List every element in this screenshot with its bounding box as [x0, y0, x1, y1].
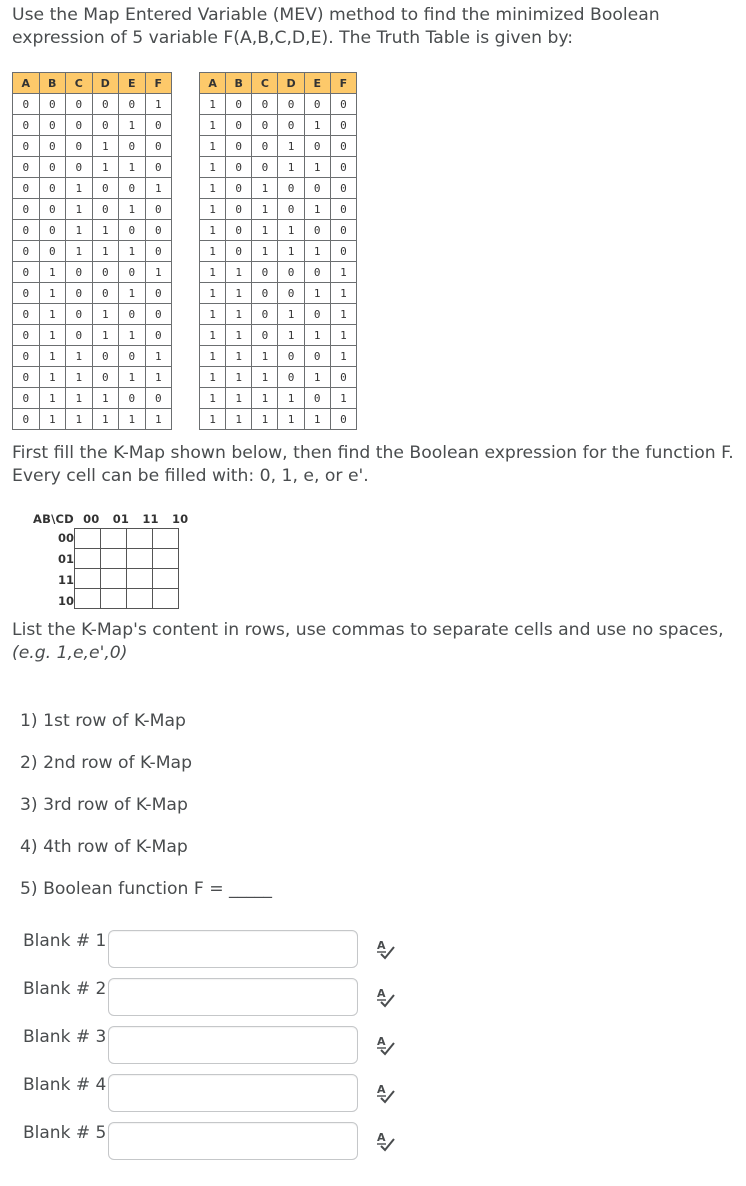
truth-table-row	[13, 325, 172, 346]
truth-table-cell: 0	[119, 136, 146, 157]
truth-table-cell: 1	[66, 388, 93, 409]
truth-table-cell: 0	[92, 94, 119, 115]
truth-table-cell: 1	[330, 325, 356, 346]
kmap-cell	[153, 529, 179, 549]
truth-table-cell: 0	[330, 220, 356, 241]
truth-table-cell: 0	[278, 94, 304, 115]
truth-table-row	[13, 220, 172, 241]
truth-table-row	[200, 367, 357, 388]
truth-table-cell: 1	[92, 241, 119, 262]
spellcheck-icon[interactable]	[376, 987, 396, 1009]
kmap-grid	[74, 528, 179, 609]
truth-table-cell: 0	[13, 283, 40, 304]
truth-table-cell: 1	[252, 346, 278, 367]
truth-table-cell: 0	[13, 115, 40, 136]
truth-table-cell: 1	[200, 199, 226, 220]
truth-table-cell: 0	[304, 304, 330, 325]
truth-table-cell: 1	[39, 283, 66, 304]
kmap-cell	[153, 569, 179, 589]
truth-table-header-row	[13, 73, 172, 94]
truth-table-cell: 1	[200, 241, 226, 262]
truth-table-cell: 1	[200, 262, 226, 283]
kmap-row-label: 01	[57, 552, 74, 566]
kmap-cell	[101, 589, 127, 609]
header-cell: D	[92, 73, 119, 94]
question-item: 5) Boolean function F = _____	[20, 879, 273, 899]
truth-table-left	[12, 72, 172, 430]
truth-table-cell: 0	[330, 199, 356, 220]
truth-table-cell: 1	[66, 199, 93, 220]
truth-table-cell: 0	[226, 178, 252, 199]
question-item: 2) 2nd row of K-Map	[20, 753, 192, 773]
blank-3-input[interactable]	[108, 1026, 358, 1064]
truth-table-cell: 0	[119, 346, 146, 367]
truth-table-cell: 0	[304, 136, 330, 157]
blank-5-input[interactable]	[108, 1122, 358, 1160]
truth-table-cell: 0	[226, 94, 252, 115]
truth-table-cell: 0	[145, 388, 172, 409]
svg-text:A: A	[377, 939, 386, 952]
truth-table-row	[200, 304, 357, 325]
truth-table-cell: 0	[330, 178, 356, 199]
truth-table-cell: 0	[119, 388, 146, 409]
truth-table-cell: 0	[145, 241, 172, 262]
truth-table-cell: 0	[39, 136, 66, 157]
blank-2-label: Blank # 2	[23, 979, 107, 999]
truth-table-cell: 0	[39, 157, 66, 178]
truth-table-cell: 1	[200, 94, 226, 115]
truth-table-cell: 1	[92, 136, 119, 157]
kmap-row-labels	[50, 528, 74, 612]
truth-table-cell: 1	[119, 115, 146, 136]
truth-table-cell: 0	[145, 136, 172, 157]
truth-table-cell: 1	[226, 346, 252, 367]
kmap-cell	[153, 549, 179, 569]
truth-table-cell: 1	[330, 346, 356, 367]
truth-table-cell: 0	[92, 262, 119, 283]
truth-table-cell: 1	[330, 388, 356, 409]
truth-table-cell: 1	[330, 283, 356, 304]
truth-table-cell: 0	[13, 178, 40, 199]
truth-table-cell: 0	[13, 346, 40, 367]
truth-table-cell: 1	[92, 325, 119, 346]
truth-table-cell: 1	[252, 241, 278, 262]
question-item: 3) 3rd row of K-Map	[20, 795, 188, 815]
truth-table-cell: 0	[145, 220, 172, 241]
truth-table-cell: 1	[226, 367, 252, 388]
kmap-col-label: 10	[171, 512, 189, 526]
blank-1-label: Blank # 1	[23, 931, 107, 951]
truth-table-cell: 1	[278, 304, 304, 325]
truth-table-row	[13, 409, 172, 430]
truth-table-cell: 0	[92, 367, 119, 388]
truth-table-row	[13, 115, 172, 136]
truth-table-cell: 1	[200, 178, 226, 199]
truth-table-row	[200, 325, 357, 346]
truth-table-cell: 1	[119, 409, 146, 430]
truth-table-cell: 1	[66, 241, 93, 262]
truth-table-cell: 0	[278, 178, 304, 199]
truth-table-row	[13, 178, 172, 199]
question-item: 1) 1st row of K-Map	[20, 711, 186, 731]
truth-table-cell: 1	[92, 388, 119, 409]
truth-table-cell: 0	[330, 241, 356, 262]
truth-table-cell: 0	[252, 94, 278, 115]
truth-table-cell: 1	[278, 325, 304, 346]
truth-table-cell: 0	[13, 136, 40, 157]
truth-table-cell: 0	[278, 199, 304, 220]
truth-table-cell: 1	[66, 367, 93, 388]
kmap-col-label: 01	[112, 512, 130, 526]
truth-table-cell: 1	[39, 367, 66, 388]
truth-table-cell: 1	[278, 409, 304, 430]
header-cell: C	[66, 73, 93, 94]
truth-table-cell: 0	[278, 283, 304, 304]
truth-table-cell: 0	[119, 304, 146, 325]
truth-table-cell: 1	[278, 241, 304, 262]
truth-table-cell: 1	[145, 262, 172, 283]
truth-table-cell: 0	[92, 346, 119, 367]
truth-table-row	[13, 157, 172, 178]
svg-text:A: A	[377, 1131, 386, 1144]
truth-table-cell: 1	[200, 115, 226, 136]
truth-table-cell: 0	[13, 157, 40, 178]
truth-table-cell: 0	[252, 262, 278, 283]
truth-table-cell: 0	[66, 304, 93, 325]
truth-table-cell: 0	[13, 241, 40, 262]
blank-2-input[interactable]	[108, 978, 358, 1016]
spellcheck-icon[interactable]	[376, 939, 396, 961]
truth-table-cell: 1	[252, 220, 278, 241]
truth-table-cell: 1	[330, 262, 356, 283]
truth-table-cell: 1	[119, 157, 146, 178]
truth-table-cell: 1	[304, 325, 330, 346]
truth-table-cell: 1	[200, 346, 226, 367]
truth-table-cell: 1	[278, 220, 304, 241]
truth-table-cell: 0	[226, 241, 252, 262]
truth-table-cell: 1	[119, 325, 146, 346]
truth-table-cell: 0	[304, 346, 330, 367]
header-cell: B	[226, 73, 252, 94]
spellcheck-icon[interactable]	[376, 1131, 396, 1153]
truth-table-cell: 0	[66, 94, 93, 115]
question-item: 4) 4th row of K-Map	[20, 837, 188, 857]
truth-table-row	[200, 94, 357, 115]
truth-table-cell: 0	[66, 157, 93, 178]
truth-table-cell: 0	[13, 388, 40, 409]
truth-table-cell: 1	[145, 346, 172, 367]
truth-table-cell: 1	[200, 388, 226, 409]
truth-table-cell: 1	[119, 241, 146, 262]
truth-table-row	[200, 388, 357, 409]
kmap-cell	[101, 529, 127, 549]
truth-table-cell: 1	[145, 367, 172, 388]
header-cell: F	[145, 73, 172, 94]
truth-table-cell: 1	[92, 157, 119, 178]
truth-table-cell: 0	[304, 94, 330, 115]
list-instruction-text: List the K-Map's content in rows, use commas to separate cells and use no spaces,	[12, 620, 724, 640]
truth-table-cell: 0	[13, 367, 40, 388]
truth-table-row	[200, 409, 357, 430]
list-example: (e.g. 1,e,e',0)	[12, 643, 128, 663]
truth-table-cell: 0	[13, 199, 40, 220]
truth-table-cell: 1	[304, 409, 330, 430]
truth-table-cell: 1	[226, 262, 252, 283]
truth-table-cell: 0	[226, 115, 252, 136]
truth-table-cell: 0	[226, 199, 252, 220]
spellcheck-icon[interactable]	[376, 1083, 396, 1105]
truth-table-cell: 0	[252, 325, 278, 346]
truth-table-cell: 1	[252, 367, 278, 388]
truth-table-cell: 1	[119, 367, 146, 388]
truth-table-cell: 1	[226, 409, 252, 430]
truth-table-row	[13, 367, 172, 388]
truth-table-cell: 1	[226, 283, 252, 304]
truth-table-cell: 1	[304, 283, 330, 304]
truth-table-cell: 0	[252, 304, 278, 325]
truth-table-cell: 1	[66, 178, 93, 199]
truth-table-cell: 0	[145, 283, 172, 304]
truth-table-cell: 1	[304, 115, 330, 136]
kmap-col-label: 11	[142, 512, 159, 526]
truth-table-cell: 0	[304, 262, 330, 283]
truth-table-cell: 1	[119, 199, 146, 220]
truth-table-row	[200, 178, 357, 199]
kmap-corner-label: AB\CD	[33, 512, 74, 526]
header-cell: A	[200, 73, 226, 94]
truth-table-cell: 0	[278, 346, 304, 367]
truth-table-cell: 1	[200, 157, 226, 178]
truth-table-cell: 1	[200, 409, 226, 430]
truth-table-cell: 1	[39, 388, 66, 409]
truth-table-cell: 0	[330, 115, 356, 136]
header-cell: F	[330, 73, 356, 94]
truth-table-cell: 0	[330, 367, 356, 388]
kmap-row-label: 00	[57, 531, 74, 545]
truth-table-cell: 1	[200, 325, 226, 346]
truth-table-cell: 0	[145, 157, 172, 178]
truth-table-cell: 0	[304, 388, 330, 409]
truth-table-row	[13, 241, 172, 262]
kmap-cell	[75, 529, 101, 549]
truth-table-row	[200, 157, 357, 178]
kmap-cell	[75, 569, 101, 589]
truth-table-cell: 1	[252, 409, 278, 430]
truth-table-cell: 1	[39, 346, 66, 367]
truth-table-cell: 1	[39, 325, 66, 346]
kmap-row-label: 10	[57, 594, 74, 608]
svg-text:A: A	[377, 987, 386, 1000]
truth-table-cell: 1	[304, 367, 330, 388]
truth-table-cell: 0	[330, 409, 356, 430]
truth-table-cell: 0	[66, 262, 93, 283]
truth-table-cell: 1	[92, 304, 119, 325]
truth-table-cell: 0	[330, 136, 356, 157]
header-cell: B	[39, 73, 66, 94]
truth-table-cell: 1	[200, 136, 226, 157]
truth-table-cell: 1	[304, 199, 330, 220]
truth-table-cell: 0	[278, 262, 304, 283]
truth-table-cell: 1	[39, 304, 66, 325]
truth-table-cell: 1	[252, 199, 278, 220]
list-instruction	[12, 619, 737, 665]
svg-text:A: A	[377, 1083, 386, 1096]
kmap-cell	[127, 549, 153, 569]
truth-table-row	[13, 199, 172, 220]
truth-table-cell: 0	[66, 136, 93, 157]
truth-table-right	[199, 72, 357, 430]
kmap-cell	[127, 529, 153, 549]
truth-table-cell: 0	[13, 325, 40, 346]
truth-table-cell: 1	[200, 220, 226, 241]
kmap-cell	[75, 589, 101, 609]
truth-table-cell: 0	[39, 115, 66, 136]
truth-table-cell: 0	[330, 157, 356, 178]
truth-table-cell: 0	[13, 304, 40, 325]
truth-table-row	[200, 241, 357, 262]
truth-table-cell: 0	[252, 115, 278, 136]
truth-table-row	[13, 304, 172, 325]
question-list	[20, 708, 272, 918]
truth-table-row	[200, 136, 357, 157]
truth-table-cell: 1	[119, 283, 146, 304]
truth-table-row	[13, 94, 172, 115]
truth-table-cell: 0	[304, 178, 330, 199]
truth-table-row	[13, 388, 172, 409]
truth-table-cell: 0	[226, 220, 252, 241]
truth-table-cell: 0	[39, 94, 66, 115]
truth-table-row	[200, 346, 357, 367]
truth-table-row	[200, 115, 357, 136]
kmap-col-label: 00	[83, 512, 100, 526]
truth-table-cell: 0	[92, 115, 119, 136]
truth-table-cell: 1	[145, 94, 172, 115]
truth-table-row	[13, 346, 172, 367]
header-cell: D	[278, 73, 304, 94]
truth-table-cell: 0	[278, 115, 304, 136]
truth-table-cell: 1	[200, 304, 226, 325]
truth-table-cell: 0	[13, 94, 40, 115]
blank-4-label: Blank # 4	[23, 1075, 107, 1095]
truth-table-row	[200, 220, 357, 241]
kmap-header	[33, 512, 188, 526]
truth-table-cell: 0	[92, 283, 119, 304]
truth-table-row	[13, 136, 172, 157]
kmap-cell	[101, 569, 127, 589]
truth-table-cell: 1	[92, 409, 119, 430]
truth-table-cell: 0	[39, 199, 66, 220]
truth-table-cell: 0	[330, 94, 356, 115]
blank-3-label: Blank # 3	[23, 1027, 107, 1047]
truth-table-cell: 0	[252, 157, 278, 178]
truth-table-cell: 0	[39, 241, 66, 262]
truth-table-cell: 0	[13, 409, 40, 430]
truth-table-cell: 1	[330, 304, 356, 325]
fill-instruction: First fill the K-Map shown below, then find the Boolean expression for the function F. Every cell can be filled with: 0, 1, e, or e'.	[12, 443, 734, 486]
truth-table-cell: 1	[66, 220, 93, 241]
truth-table-cell: 1	[252, 178, 278, 199]
truth-table-cell: 1	[145, 178, 172, 199]
truth-table-row	[13, 262, 172, 283]
truth-table-cell: 0	[119, 262, 146, 283]
truth-table-cell: 1	[278, 388, 304, 409]
truth-table-cell: 0	[304, 220, 330, 241]
truth-table-cell: 1	[200, 283, 226, 304]
truth-table-row	[200, 262, 357, 283]
kmap-row-label: 11	[57, 573, 74, 587]
truth-table-cell: 0	[145, 199, 172, 220]
truth-table-cell: 0	[145, 325, 172, 346]
truth-table-cell: 0	[39, 220, 66, 241]
truth-table-cell: 0	[119, 178, 146, 199]
truth-table-cell: 0	[145, 115, 172, 136]
truth-table-cell: 0	[226, 157, 252, 178]
truth-table-cell: 1	[145, 409, 172, 430]
truth-table-cell: 0	[39, 178, 66, 199]
truth-table-cell: 1	[278, 157, 304, 178]
blank-4-input[interactable]	[108, 1074, 358, 1112]
truth-table-cell: 0	[278, 367, 304, 388]
svg-text:A: A	[377, 1035, 386, 1048]
truth-table-cell: 0	[119, 94, 146, 115]
truth-table-cell: 1	[278, 136, 304, 157]
truth-table-cell: 1	[226, 325, 252, 346]
kmap-cell	[101, 549, 127, 569]
header-cell: E	[119, 73, 146, 94]
truth-table-cell: 1	[92, 220, 119, 241]
truth-table-cell: 1	[200, 367, 226, 388]
truth-table-cell: 1	[66, 409, 93, 430]
truth-table-cell: 0	[252, 136, 278, 157]
truth-table-cell: 1	[304, 157, 330, 178]
blank-5-label: Blank # 5	[23, 1123, 107, 1143]
kmap-cell	[127, 569, 153, 589]
blank-1-input[interactable]	[108, 930, 358, 968]
header-cell: C	[252, 73, 278, 94]
question-intro: Use the Map Entered Variable (MEV) method to find the minimized Boolean expression of 5 variable F(A,B,C,D,E). The Truth Table is given by:	[12, 5, 660, 48]
kmap-cell	[75, 549, 101, 569]
truth-table-cell: 0	[66, 283, 93, 304]
truth-table-cell: 1	[39, 409, 66, 430]
truth-table-cell: 0	[226, 136, 252, 157]
truth-table-cell: 0	[66, 325, 93, 346]
kmap-cell	[127, 589, 153, 609]
truth-table-cell: 0	[145, 304, 172, 325]
truth-table-cell: 1	[39, 262, 66, 283]
kmap-cell	[153, 589, 179, 609]
truth-table-cell: 1	[226, 304, 252, 325]
truth-table-row	[200, 199, 357, 220]
truth-table-cell: 1	[226, 388, 252, 409]
truth-table-cell: 0	[119, 220, 146, 241]
truth-table-cell: 0	[92, 199, 119, 220]
truth-table-cell: 0	[252, 283, 278, 304]
header-cell: E	[304, 73, 330, 94]
truth-table-cell: 1	[252, 388, 278, 409]
truth-table-row	[200, 283, 357, 304]
header-cell: A	[13, 73, 40, 94]
truth-table-row	[13, 283, 172, 304]
truth-table-cell: 1	[304, 241, 330, 262]
truth-table-cell: 0	[66, 115, 93, 136]
truth-table-cell: 0	[13, 262, 40, 283]
truth-table-cell: 0	[92, 178, 119, 199]
spellcheck-icon[interactable]	[376, 1035, 396, 1057]
truth-table-cell: 0	[13, 220, 40, 241]
truth-table-cell: 1	[66, 346, 93, 367]
truth-table-header-row	[200, 73, 357, 94]
